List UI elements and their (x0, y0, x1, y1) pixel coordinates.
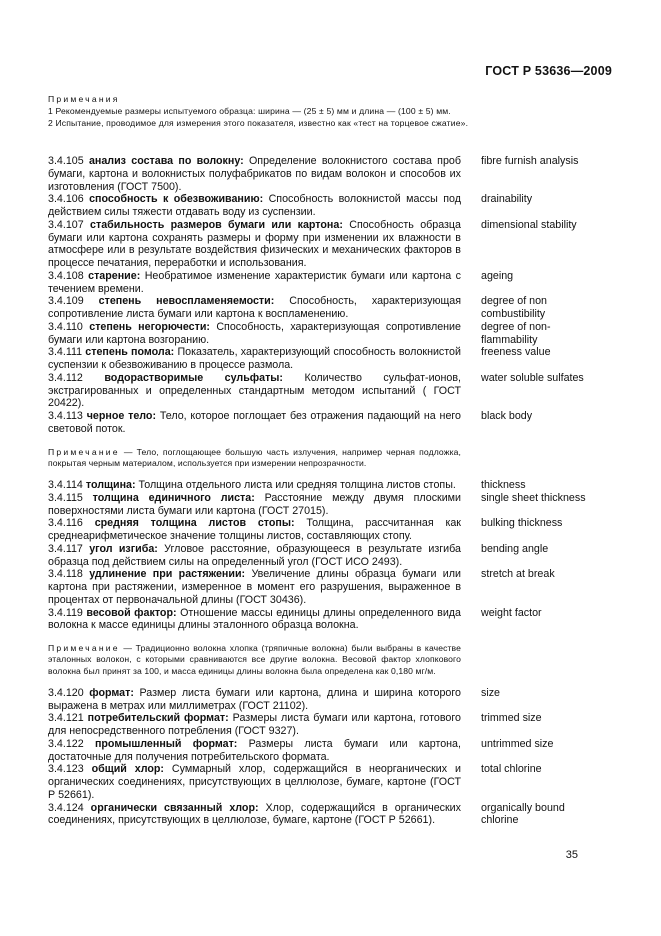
term-text: Способность, характеризующая сопротивление листа бумаги или картона к воспламенению. (48, 295, 461, 320)
english-equivalent: single sheet thickness (481, 491, 586, 504)
term-text: Способность образца бумаги или картона сохранять размеры и форму при изменении их влажности в атмосфере или в результате воздействия физических и механических факторов в процессе печатания, переработки и использования. (48, 218, 461, 269)
term-name: старение: (88, 269, 141, 282)
term-name: степень негорючести: (89, 320, 210, 333)
term-number: 3.4.118 (48, 568, 83, 581)
term-name: толщина: (85, 479, 136, 492)
term-number: 3.4.109 (48, 295, 84, 308)
english-equivalent: degree of non combustibility (481, 295, 547, 320)
note-title: Примечание (48, 446, 120, 457)
term-name: потребительский формат: (87, 712, 229, 725)
note-line-2: 2 Испытание, проводимое для измерения этого показателя, известно как «тест на торцевое сжатие». (48, 117, 469, 128)
term-text: Толщина, рассчитанная как среднеарифметическое значение толщины листов, составляющих стопу. (48, 517, 461, 543)
term-number: 3.4.110 (48, 320, 83, 333)
term-definition (48, 802, 461, 828)
term-name: удлинение при растяжении: (89, 568, 246, 581)
term-name: средняя толщина листов стопы: (94, 517, 295, 530)
term-name: весовой фактор: (86, 606, 177, 619)
term-entry (48, 517, 608, 543)
term-definition (48, 738, 461, 764)
term-definition (48, 517, 461, 543)
term-number: 3.4.121 (48, 712, 84, 725)
term-number: 3.4.111 (48, 346, 83, 359)
term-name: стабильность размеров бумаги или картона: (90, 218, 343, 231)
term-definition (48, 712, 461, 738)
term-text: Размеры листа бумаги или картона, достаточные для получения потребительского формата. (48, 737, 461, 763)
term-entry (48, 712, 608, 738)
term-definition (48, 410, 461, 436)
term-text: Количество сульфат-ионов, экстрагированных и определенных стандартным методом испытаний ( ГОСТ 20422). (48, 371, 461, 410)
note-text: — Традиционно волокна хлопка (тряпичные волокна) были выбраны в качестве эталонных волокон, с которыми сравниваются все другие волокна. Весовой фактор хлопкового волокна был принят за 100, и масса единицы длины волокна была определена как 0,180 мг/м. (48, 643, 461, 676)
term-number: 3.4.119 (48, 606, 83, 619)
english-equivalent: stretch at break (481, 568, 555, 581)
english-equivalent: dimensional stability (481, 218, 577, 231)
term-definition (48, 346, 461, 372)
term-entry (48, 738, 608, 764)
term-number: 3.4.106 (48, 193, 84, 206)
term-entry (48, 607, 608, 633)
english-equivalent: freeness value (481, 346, 551, 359)
term-entry (48, 492, 608, 518)
term-name: анализ состава по волокну: (88, 155, 244, 167)
english-equivalent: thickness (481, 479, 526, 492)
term-text: Угловое расстояние, образующееся в результате изгиба образца под действием силы на определенный угол (ГОСТ ИСО 2493). (48, 542, 461, 568)
english-equivalent: weight factor (481, 606, 542, 619)
english-equivalent: ageing (481, 269, 514, 282)
term-entry (48, 543, 608, 569)
term-definition (48, 193, 461, 219)
term-entry (48, 155, 608, 193)
term-name: черное тело: (86, 410, 157, 422)
english-equivalent: degree of non-flammability (481, 320, 551, 346)
note-text: — Тело, поглощающее большую часть излучения, например черная подложка, покрытая черным материалом, используется при измерении непрозрачности. (48, 446, 461, 468)
term-definition (48, 321, 461, 347)
english-equivalent: black body (481, 410, 533, 422)
term-entry (48, 321, 608, 347)
term-definition (48, 295, 461, 321)
term-definition (48, 219, 461, 270)
term-text: Хлор, содержащийся в органических соединениях, присутствующих в целлюлозе, бумаге, картоне (ГОСТ Р 52661). (48, 801, 461, 827)
term-definition (48, 687, 461, 713)
page-number: 35 (565, 849, 578, 861)
term-text: Размеры листа бумаги или картона, готового для непосредственного потребления (ГОСТ 9327). (48, 712, 461, 738)
note-title: Примечания (48, 94, 120, 104)
term-definition (48, 763, 461, 801)
term-text: Необратимое изменение характеристик бумаги или картона с течением времени. (48, 269, 461, 295)
term-definition (48, 543, 461, 569)
document-header: ГОСТ Р 53636—2009 (485, 64, 612, 78)
term-number: 3.4.107 (48, 218, 84, 231)
english-equivalent: bulking thickness (481, 517, 563, 530)
english-equivalent: untrimmed size (481, 737, 554, 750)
term-name: способность к обезвоживанию: (89, 193, 264, 206)
term-number: 3.4.105 (48, 155, 84, 167)
term-text: Способность, характеризующая сопротивление бумаги или картона возгоранию. (48, 320, 461, 346)
term-text: Расстояние между двумя плоскими поверхностями листа бумаги или картона (ГОСТ 27015). (48, 491, 461, 517)
term-number: 3.4.117 (48, 542, 83, 555)
term-entry (48, 346, 608, 372)
term-entry (48, 219, 608, 270)
term-name: органически связанный хлор: (90, 801, 259, 814)
term-definition (48, 479, 461, 492)
term-name: угол изгиба: (89, 542, 158, 555)
term-name: толщина единичного листа: (92, 491, 255, 504)
english-equivalent: bending angle (481, 542, 549, 555)
term-name: промышленный формат: (94, 737, 238, 750)
term-entry (48, 372, 608, 410)
english-equivalent: total chlorine (481, 763, 542, 776)
term-number: 3.4.123 (48, 763, 84, 776)
term-list (48, 155, 608, 827)
term-number: 3.4.113 (48, 410, 83, 422)
term-text: Размер листа бумаги или картона, длина и ширина которого выражена в метрах или миллиметрах (ГОСТ 21102). (48, 686, 461, 712)
term-number: 3.4.116 (48, 517, 83, 530)
term-name: формат: (89, 686, 134, 699)
term-entry (48, 479, 608, 492)
term-text: Тело, которое поглощает без отражения падающий на него световой поток. (48, 410, 461, 435)
term-definition (48, 155, 461, 193)
english-equivalent: water soluble sulfates (481, 371, 584, 384)
term-name: общий хлор: (91, 763, 164, 776)
term-entry (48, 568, 608, 606)
term-number: 3.4.115 (48, 491, 83, 504)
english-equivalent: organically bound chlorine (481, 801, 565, 827)
term-name: степень помола: (85, 346, 175, 359)
note-block-middle (48, 447, 608, 470)
english-equivalent: drainability (481, 193, 533, 206)
note-line-1: 1 Рекомендуемые размеры испытуемого образца: ширина — (25 ± 5) мм и длина — (100 ± 5) мм. (48, 105, 451, 116)
term-entry (48, 763, 608, 801)
term-text: Суммарный хлор, содержащийся в неорганических и органических соединениях, присутствующих в целлюлозе, бумаге, картоне (ГОСТ Р 52661). (48, 763, 461, 801)
term-entry (48, 410, 608, 436)
english-equivalent: trimmed size (481, 712, 542, 725)
term-name: степень невоспламеняемости: (98, 295, 275, 308)
term-text: Толщина отдельного листа или средняя толщина листов стопы. (138, 479, 456, 492)
term-entry (48, 270, 608, 296)
term-number: 3.4.122 (48, 737, 84, 750)
note-block-lower (48, 643, 608, 677)
term-entry (48, 802, 608, 828)
term-number: 3.4.114 (48, 479, 83, 492)
note-title: Примечание (48, 643, 120, 654)
term-entry (48, 193, 608, 219)
note-block-top (48, 94, 593, 129)
term-number: 3.4.120 (48, 686, 84, 699)
term-text: Способность волокнистой массы под действием силы тяжести отдавать воду из суспензии. (48, 193, 461, 218)
term-entry (48, 687, 608, 713)
term-definition (48, 270, 461, 296)
term-text: Увеличение длины образца бумаги или картона при растяжении, измеренное в момент его разрушения, выраженное в процентах от первоначальной длины (ГОСТ 30436). (48, 568, 461, 606)
term-text: Определение волокнистого состава проб бумаги, картона и волокнистых полуфабрикатов по видам волокон и способов их изготовления (ГОСТ 7500). (48, 155, 461, 193)
term-number: 3.4.112 (48, 371, 83, 384)
term-number: 3.4.124 (48, 801, 84, 814)
term-number: 3.4.108 (48, 269, 84, 282)
english-equivalent: size (481, 686, 501, 699)
term-definition (48, 568, 461, 606)
term-entry (48, 295, 608, 321)
term-name: водорастворимые сульфаты: (104, 371, 283, 384)
term-text: Показатель, характеризующий способность волокнистой суспензии к обезвоживанию в процессе размола. (48, 346, 461, 371)
term-definition (48, 372, 461, 410)
english-equivalent: fibre furnish analysis (481, 155, 579, 167)
term-text: Отношение массы единицы длины определенного вида волокна к массе единицы длины эталонного образца волокна. (48, 606, 461, 632)
term-definition (48, 607, 461, 633)
term-definition (48, 492, 461, 518)
